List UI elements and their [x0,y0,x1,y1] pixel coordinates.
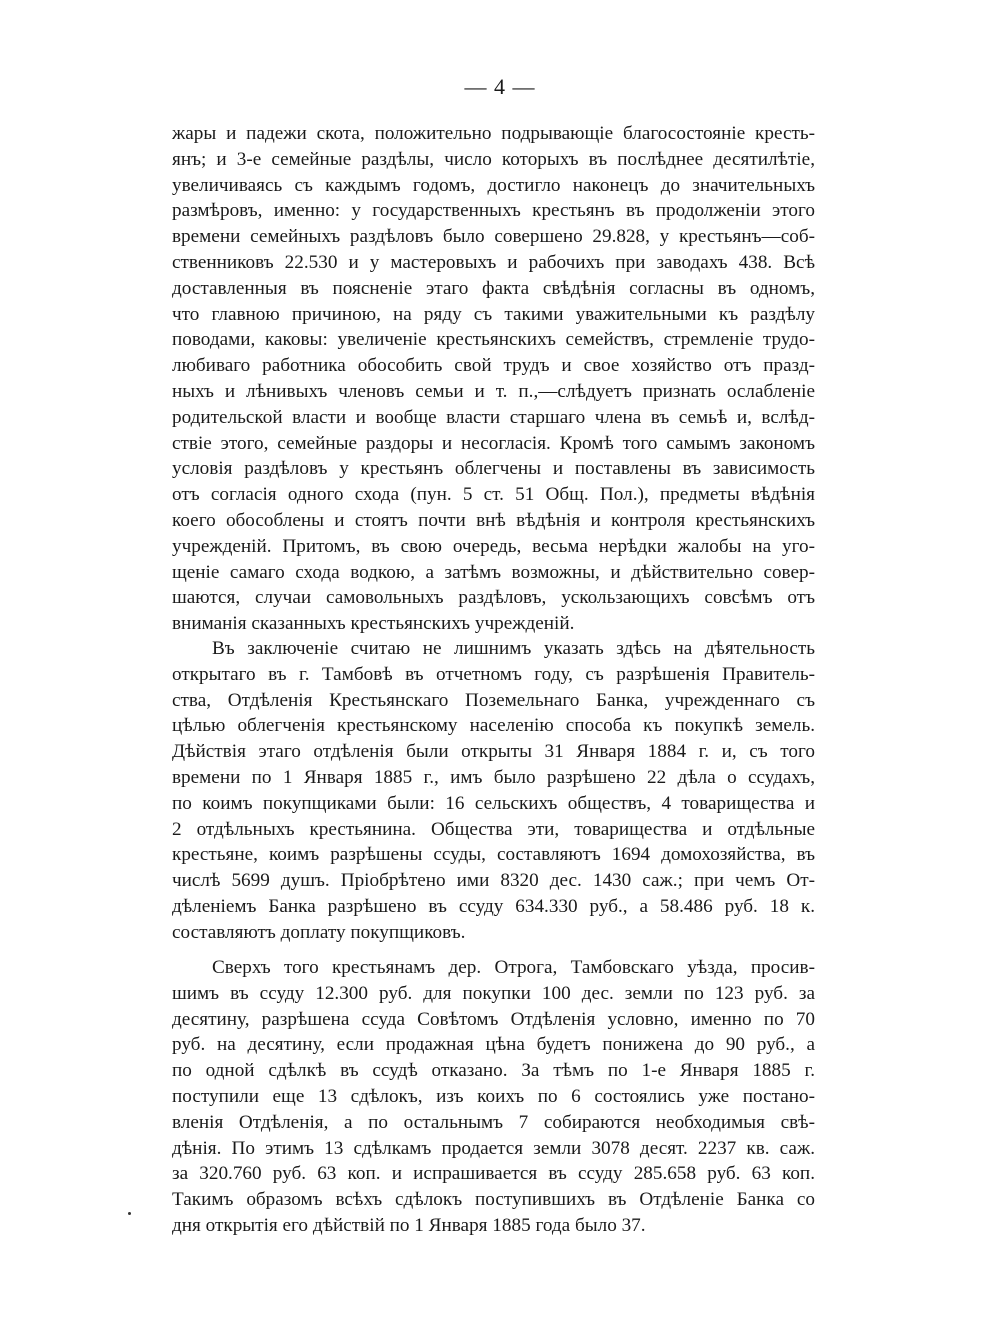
text-line: Такимъ образомъ всѣхъ сдѣлокъ поступившихъ въ Отдѣленіе Банка со [172,1189,815,1211]
text-line: ственниковъ 22.530 и у мастеровыхъ и рабочихъ при заводахъ 438. Всѣ [172,251,815,273]
page-number: — 4 — [464,74,536,99]
text-line: Дѣйствія этаго отдѣленія были открыты 31 Января 1884 г. и, съ того [172,741,815,763]
text-line: вленія Отдѣленія, а по остальнымъ 7 собираются необходимыя свѣ- [172,1111,815,1133]
text-line: десятину, разрѣшена ссуда Совѣтомъ Отдѣленія условно, именно по 70 [172,1008,815,1030]
text-line: условія раздѣловъ у крестьянъ облегчены и поставлены въ зависимость [172,458,815,480]
text-line: поступили еще 13 сдѣлокъ, изъ коихъ по 6 состоялись уже постано- [172,1085,815,1107]
text-line: за 320.760 руб. 63 коп. и испрашивается въ ссуду 285.658 руб. 63 коп. [172,1163,815,1185]
text-line: увеличиваясь съ каждымъ годомъ, достигло наконецъ до значительныхъ [172,174,815,196]
text-line: открытаго въ г. Тамбовѣ въ отчетномъ году, съ разрѣшенія Правитель- [172,663,815,685]
text-line: любиваго работника обособить свой трудъ и свое хозяйство отъ празд- [172,355,815,377]
paragraph-2 [172,636,815,946]
text-line: жары и падежи скота, положительно подрывающіе благосостояніе кресть- [172,123,815,144]
text-line: учрежденій. Притомъ, въ свою очередь, весьма нерѣдки жалобы на уго- [172,535,815,557]
text-line: отъ согласія одного схода (пун. 5 ст. 51 Общ. Пол.), предметы вѣдѣнія [172,484,815,506]
text-line: янъ; и 3-е семейные раздѣлы, число которыхъ въ послѣднее десятилѣтіе, [172,148,815,170]
text-line: 2 отдѣльныхъ крестьянина. Общества эти, товарищества и отдѣльные [172,818,815,840]
text-line: по одной сдѣлкѣ въ ссудѣ отказано. За тѣмъ по 1-е Января 1885 г. [172,1060,815,1082]
paragraph-3 [172,955,815,1239]
text-line: что главною причиною, на ряду съ такими уважительными къ раздѣлу [172,303,815,325]
text-line: поводами, каковы: увеличеніе крестьянскихъ семействъ, стремленіе трудо- [172,329,815,351]
text-line: времени семейныхъ раздѣловъ было совершено 29.828, у крестьянъ—соб- [172,226,815,248]
print-speck [128,1212,131,1215]
text-line: коего обособлены и стоятъ почти внѣ вѣдѣнія и контроля крестьянскихъ [172,509,815,531]
text-line: цѣлью облегченія крестьянскому населенію способа къ покупкѣ земель. [172,715,815,737]
text-line: ства, Отдѣленія Крестьянскаго Поземельнаго Банка, учрежденнаго съ [172,689,815,711]
text-line: доставленныя въ поясненіе этаго факта свѣдѣнія согласны въ одномъ, [172,277,815,299]
text-line: щеніе самаго схода водкою, а затѣмъ возможны, и дѣйствительно совер- [172,561,815,583]
text-line: родительской власти и вообще власти старшаго члена въ семьѣ и, вслѣд- [172,406,815,428]
text-line: шимъ въ ссуду 12.300 руб. для покупки 100 дес. земли по 123 руб. за [172,982,815,1004]
text-line: шаются, случаи самовольныхъ раздѣловъ, ускользающихъ совсѣмъ отъ [172,587,815,609]
text-line: Въ заключеніе считаю не лишнимъ указать здѣсь на дѣятельность [212,638,815,659]
text-line: по коимъ покупщиками были: 16 сельскихъ обществъ, 4 товарищества и [172,792,815,814]
text-line: ствіе этого, семейные раздоры и несогласія. Кромѣ того самымъ закономъ [172,432,815,454]
text-line: составляютъ доплату покупщиковъ. [172,921,466,943]
text-line: числѣ 5699 душъ. Пріобрѣтено ими 8320 дес. 1430 саж.; при чемъ От- [172,870,815,892]
text-line: дѣнія. По этимъ 13 сдѣлкамъ продается земли 3078 десят. 2237 кв. саж. [172,1137,815,1159]
text-line: руб. на десятину, если продажная цѣна будетъ понижена до 90 руб., а [172,1034,815,1056]
paragraph-1 [172,121,815,637]
text-line: вниманія сказанныхъ крестьянскихъ учрежденій. [172,613,575,635]
text-line: крестьяне, коимъ разрѣшены ссуды, составляютъ 1694 домохозяйства, въ [172,844,815,866]
text-line: дѣленіемъ Банка разрѣшено въ ссуду 634.330 руб., а 58.486 руб. 18 к. [172,895,815,917]
text-line: Сверхъ того крестьянамъ дер. Отрога, Тамбовскаго уѣзда, просив- [212,957,815,978]
text-line: ныхъ и лѣнивыхъ членовъ семьи и т. п.,—слѣдуетъ признать ослабленіе [172,380,815,402]
text-line: дня открытія его дѣйствій по 1 Января 1885 года было 37. [172,1214,646,1236]
text-line: размѣровъ, именно: у государственныхъ крестьянъ въ продолженіи этого [172,200,815,222]
text-line: времени по 1 Января 1885 г., имъ было разрѣшено 22 дѣла о ссудахъ, [172,766,815,788]
